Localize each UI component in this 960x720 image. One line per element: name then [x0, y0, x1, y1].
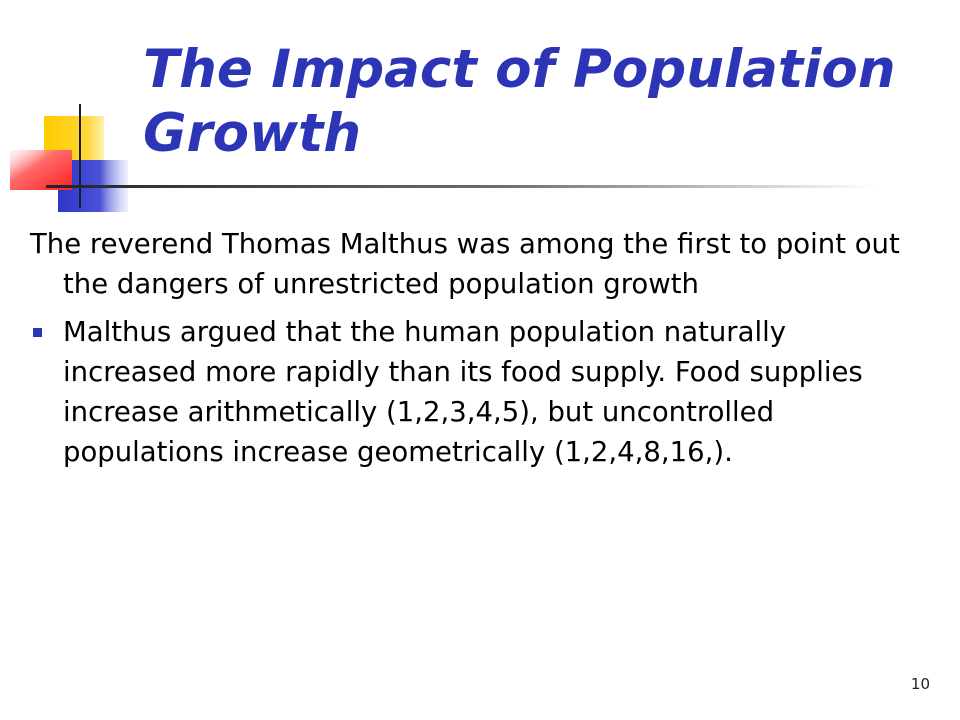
- slide-title: The Impact of Population Growth: [143, 39, 896, 164]
- square-bullet-icon: [33, 328, 42, 337]
- bullet-item-level-1: [30, 312, 920, 472]
- slide-body: [30, 224, 920, 472]
- bullet-text: The reverend Thomas Malthus was among the first to point out the dangers of unrestricted population growth: [30, 228, 900, 300]
- page-number: 10: [910, 675, 930, 693]
- bullet-item-level-0: [30, 224, 920, 304]
- bullet-text: Malthus argued that the human population naturally increased more rapidly than its food supply. Food supplies increase arithmetically (1,2,3,4,5), but uncontrolled populations increase geometrically (1,2,4,8,16,).: [63, 316, 863, 468]
- logo-red-square: [10, 150, 72, 190]
- title-divider: [46, 185, 876, 188]
